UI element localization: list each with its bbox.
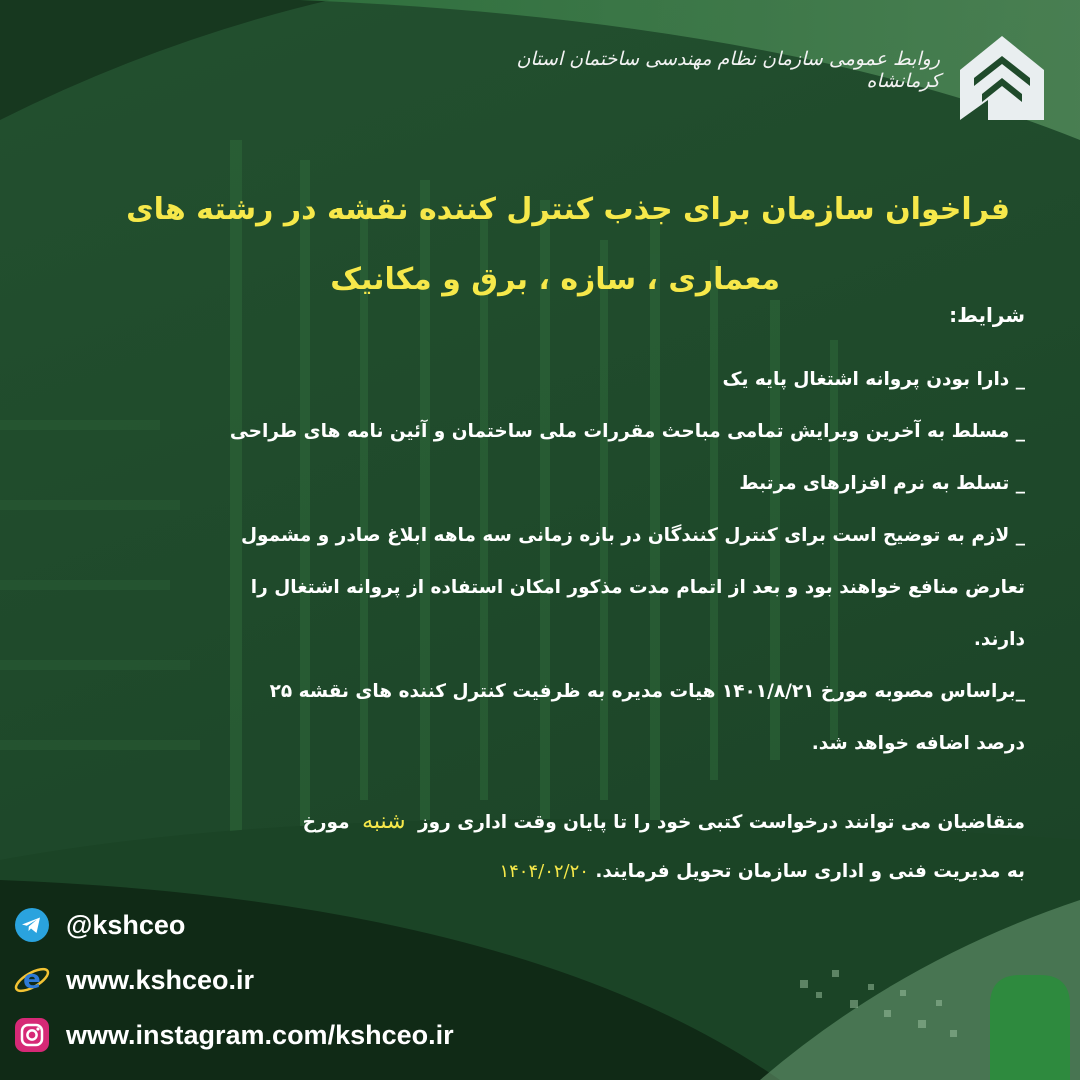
condition-line: _ دارا بودن پروانه اشتغال پایه یک	[722, 369, 1025, 390]
telegram-icon	[12, 905, 52, 945]
condition-line: _براساس مصوبه مورخ ۱۴۰۱/۸/۲۱ هیات مدیره به ظرفیت کنترل کننده های نقشه ۲۵	[269, 681, 1025, 702]
condition-line: دارند.	[973, 629, 1025, 650]
conditions-heading: شرایط:	[949, 303, 1025, 327]
condition-line: _ مسلط به آخرین ویرایش تمامی مباحث مقررات ملی ساختمان و آئین نامه های طراحی	[229, 421, 1025, 442]
condition-line: _ تسلط به نرم افزارهای مرتبط	[739, 473, 1025, 494]
svg-text:e: e	[23, 965, 41, 995]
condition-line: _ لازم به توضیح است برای کنترل کنندگان در بازه زمانی سه ماهه ابلاغ صادر و مشمول	[240, 525, 1025, 546]
announcement-title-line-1: فراخوان سازمان برای جذب کنترل کننده نقشه در رشته های	[126, 192, 1010, 227]
internet-explorer-icon	[12, 960, 52, 1000]
deadline-day: شنبه	[362, 809, 406, 834]
applicants-notice	[85, 800, 1025, 900]
website-url[interactable]: www.kshceo.ir	[66, 964, 255, 995]
condition-line: تعارض منافع خواهند بود و بعد از اتمام مدت مذکور امکان استفاده از پروانه اشتغال را	[250, 577, 1025, 598]
contact-telegram[interactable]	[12, 903, 185, 947]
organization-logo-icon	[952, 28, 1052, 128]
telegram-handle[interactable]: @kshceo	[66, 909, 186, 940]
instagram-url[interactable]: www.instagram.com/kshceo.ir	[66, 1019, 454, 1050]
applicants-text-end: مورخ	[302, 812, 350, 833]
applicants-text-start: متقاضیان می توانند درخواست کتبی خود را تا پایان وقت اداری روز	[418, 812, 1025, 833]
conditions-section	[85, 300, 1025, 770]
instagram-icon	[12, 1015, 52, 1055]
condition-line: درصد اضافه خواهد شد.	[811, 733, 1025, 754]
organization-name: روابط عمومی سازمان نظام مهندسی ساختمان استان کرمانشاه	[516, 48, 940, 92]
applicants-text-line2: به مدیریت فنی و اداری سازمان تحویل فرمایند.	[595, 861, 1025, 882]
contact-instagram[interactable]	[12, 1013, 454, 1057]
contact-website[interactable]	[12, 958, 254, 1002]
announcement-title-line-2: معماری ، سازه ، برق و مکانیک	[330, 262, 780, 297]
deadline-date: ۱۴۰۴/۰۲/۲۰	[499, 861, 589, 882]
